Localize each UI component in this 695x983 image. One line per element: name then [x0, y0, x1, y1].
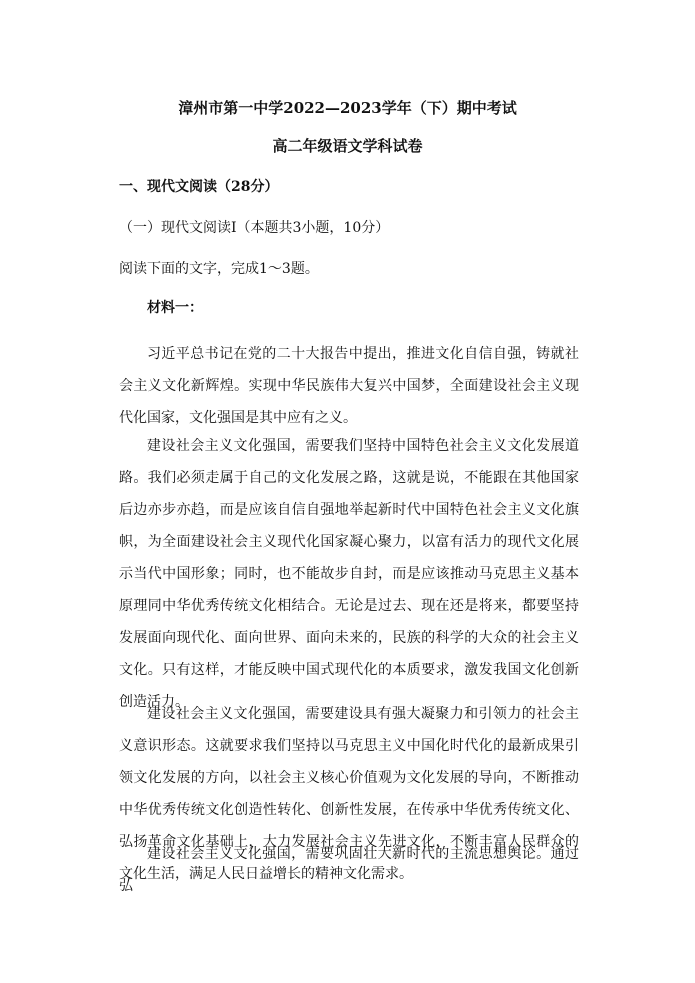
exam-subtitle: 高二年级语文学科试卷: [272, 137, 423, 155]
material-paragraph-2: 建设社会主义文化强国，需要我们坚持中国特色社会主义文化发展道路。我们必须走属于自己的文化发展之路，这就是说，不能跟在其他国家后边亦步亦趋，而是应该自信自强地举起新时代中国特色社会主义文化旗帜，为全面建设社会主义现代化国家凝心聚力，以富有活力的现代文化展示当代中国形象；同时，也不能故步自封，而是应该推动马克思主义基本原理同中华优秀传统文化相结合。无论是过去、现在还是将来，都要坚持发展面向现代化、面向世界、面向未来的，民族的科学的大众的社会主义文化。只有这样，才能反映中国式现代化的本质要求，激发我国文化创新创造活力。: [119, 438, 579, 710]
material-paragraph-4: 建设社会主义文化强国，需要巩固壮大新时代的主流思想舆论。通过弘: [119, 846, 579, 894]
material-paragraph-1: 习近平总书记在党的二十大报告中提出，推进文化自信自强，铸就社会主义文化新辉煌。实现中华民族伟大复兴中国梦，全面建设社会主义现代化国家，文化强国是其中应有之义。: [119, 346, 579, 426]
material-paragraph-3: 建设社会主义文化强国，需要建设具有强大凝聚力和引领力的社会主义意识形态。这就要求我们坚持以马克思主义中国化时代化的最新成果引领文化发展的方向，以社会主义核心价值观为文化发展的导向，不断推动中华优秀传统文化创造性转化、创新性发展，在传承中华优秀传统文化、弘扬革命文化基础上，大力发展社会主义先进文化，不断丰富人民群众的文化生活，满足人民日益增长的精神文化需求。: [119, 706, 579, 882]
material-label: 材料一：: [147, 300, 203, 316]
exam-title: 漳州市第一中学2022—2023学年（下）期中考试: [178, 99, 517, 117]
sub-section-heading: （一）现代文阅读Ⅰ（本题共3小题，10分）: [119, 220, 390, 236]
section-heading: 一、现代文阅读（28分）: [119, 179, 279, 195]
reading-instruction: 阅读下面的文字，完成1～3题。: [119, 261, 319, 277]
